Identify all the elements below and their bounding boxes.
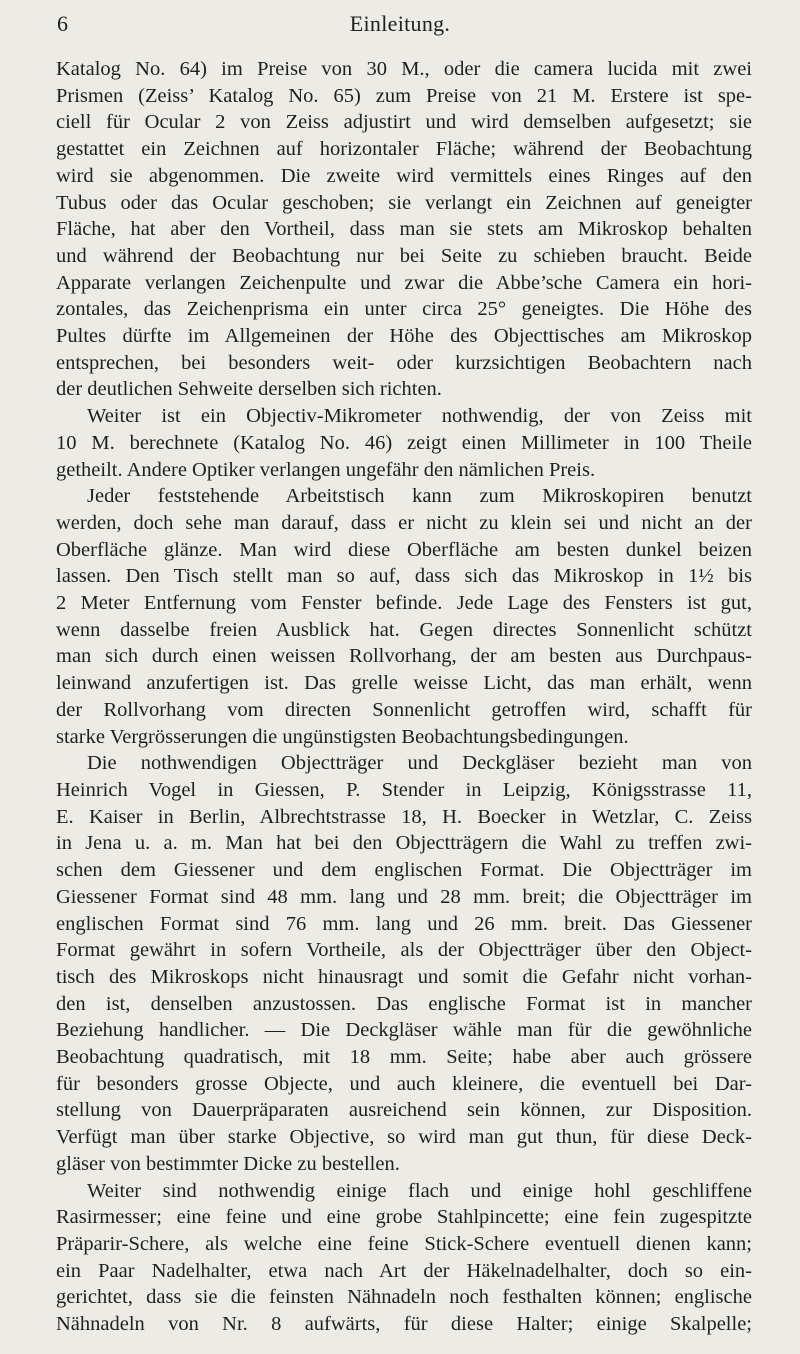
text-line: tisch des Mikroskops nicht hinausragt und somit die Gefahr nicht vorhan- [56, 965, 752, 988]
text-line: englischen Format sind 76 mm. lang und 26 mm. breit. Das Giessener [56, 912, 752, 935]
text-line: Präparir-Schere, als welche eine feine Stick-Schere eventuell dienen kann; [56, 1232, 752, 1255]
text-line: leinwand anzufertigen ist. Das grelle weisse Licht, das man erhält, wenn [56, 672, 752, 695]
text-line: werden, doch sehe man darauf, dass er nicht zu klein sei und nicht an der [56, 511, 752, 534]
text-line: entsprechen, bei besonders weit- oder kurzsichtigen Beobachtern nach [56, 351, 752, 374]
text-line: Apparate verlangen Zeichenpulte und zwar die Abbe’sche Camera ein hori- [56, 271, 752, 294]
text-line: Jeder feststehende Arbeitstisch kann zum Mikroskopiren benutzt [87, 485, 752, 508]
text-line: wenn dasselbe freien Ausblick hat. Gegen directes Sonnenlicht schützt [56, 618, 752, 641]
text-line: Pultes dürfte im Allgemeinen der Höhe des Objecttisches am Mikroskop [56, 325, 752, 348]
text-line: schen dem Giessener und dem englischen Format. Die Objectträger im [56, 859, 752, 882]
text-line: Verfügt man über starke Objective, so wird man gut thun, für diese Deck- [56, 1126, 752, 1149]
text-line: starke Vergrösserungen die ungünstigsten Beobachtungsbedingungen. [56, 725, 629, 748]
text-line: für besonders grosse Objecte, und auch kleinere, die eventuell bei Dar- [56, 1072, 752, 1095]
text-line: Beziehung handlicher. — Die Deckgläser wähle man für die gewöhnliche [56, 1019, 752, 1042]
text-line: Giessener Format sind 48 mm. lang und 28 mm. breit; die Objectträger im [56, 885, 752, 908]
text-line: gerichtet, dass sie die feinsten Nähnadeln noch festhalten können; englische [56, 1286, 752, 1309]
text-line: den ist, denselben anzustossen. Das englische Format ist in mancher [56, 992, 752, 1015]
text-line: der Rollvorhang vom directen Sonnenlicht getroffen wird, schafft für [56, 698, 752, 721]
text-line: gläser von bestimmter Dicke zu bestellen. [56, 1152, 400, 1175]
text-line: Tubus oder das Ocular geschoben; sie verlangt ein Zeichnen auf geneigter [56, 191, 752, 214]
text-line: lassen. Den Tisch stellt man so auf, dass sich das Mikroskop in 1½ bis [56, 565, 752, 588]
running-head: Einleitung. [349, 11, 451, 36]
page-header [0, 0, 800, 50]
text-line: gestattet ein Zeichnen auf horizontaler Fläche; während der Beobachtung [56, 138, 752, 161]
text-line: man sich durch einen weissen Rollvorhang, der am besten aus Durchpaus- [56, 645, 752, 668]
text-line: Weiter ist ein Objectiv-Mikrometer nothwendig, der von Zeiss mit [87, 405, 752, 428]
text-line: Die nothwendigen Objectträger und Deckgläser bezieht man von [87, 752, 752, 775]
text-line: getheilt. Andere Optiker verlangen ungefähr den nämlichen Preis. [56, 458, 596, 481]
text-line: Nähnadeln von Nr. 8 aufwärts, für diese Halter; einige Skalpelle; [56, 1313, 752, 1336]
text-line: 10 M. berechnete (Katalog No. 46) zeigt einen Millimeter in 100 Theile [56, 431, 752, 454]
text-line: Format gewährt in sofern Vortheile, als der Objectträger über den Object- [56, 939, 752, 962]
text-line: ein Paar Nadelhalter, etwa nach Art der Häkelnadelhalter, doch so ein- [56, 1259, 752, 1282]
text-line: Rasirmesser; eine feine und eine grobe Stahlpincette; eine fein zugespitzte [56, 1206, 752, 1229]
text-line: zontales, das Zeichenprisma ein unter circa 25° geneigtes. Die Höhe des [56, 298, 752, 321]
text-line: Weiter sind nothwendig einige flach und einige hohl geschliffene [87, 1179, 752, 1202]
text-line: Beobachtung quadratisch, mit 18 mm. Seite; habe aber auch grössere [56, 1046, 752, 1069]
page-number: 6 [57, 11, 68, 36]
text-line: Heinrich Vogel in Giessen, P. Stender in Leipzig, Königsstrasse 11, [56, 778, 752, 801]
text-line: 2 Meter Entfernung vom Fenster befinde. Jede Lage des Fensters ist gut, [56, 592, 752, 615]
body-text [56, 56, 752, 1338]
text-line: Prismen (Zeiss’ Katalog No. 65) zum Preise von 21 M. Erstere ist spe- [56, 84, 752, 107]
text-line: wird sie abgenommen. Die zweite wird vermittels eines Ringes auf den [56, 164, 752, 187]
text-line: ciell für Ocular 2 von Zeiss adjustirt und wird demselben aufgesetzt; sie [56, 111, 752, 134]
text-line: stellung von Dauerpräparaten ausreichend sein können, zur Disposition. [56, 1099, 752, 1122]
text-line: E. Kaiser in Berlin, Albrechtstrasse 18, H. Boecker in Wetzlar, C. Zeiss [56, 805, 752, 828]
text-line: Katalog No. 64) im Preise von 30 M., oder die camera lucida mit zwei [56, 58, 752, 80]
text-line: Fläche, hat aber den Vortheil, dass man sie stets am Mikroskop behalten [56, 218, 752, 241]
text-line: Oberfläche glänze. Man wird diese Oberfläche am besten dunkel beizen [56, 538, 752, 561]
text-line: und während der Beobachtung nur bei Seite zu schieben braucht. Beide [56, 244, 752, 267]
text-line: der deutlichen Sehweite derselben sich richten. [56, 378, 442, 401]
text-line: in Jena u. a. m. Man hat bei den Objectträgern die Wahl zu treffen zwi- [56, 832, 752, 855]
